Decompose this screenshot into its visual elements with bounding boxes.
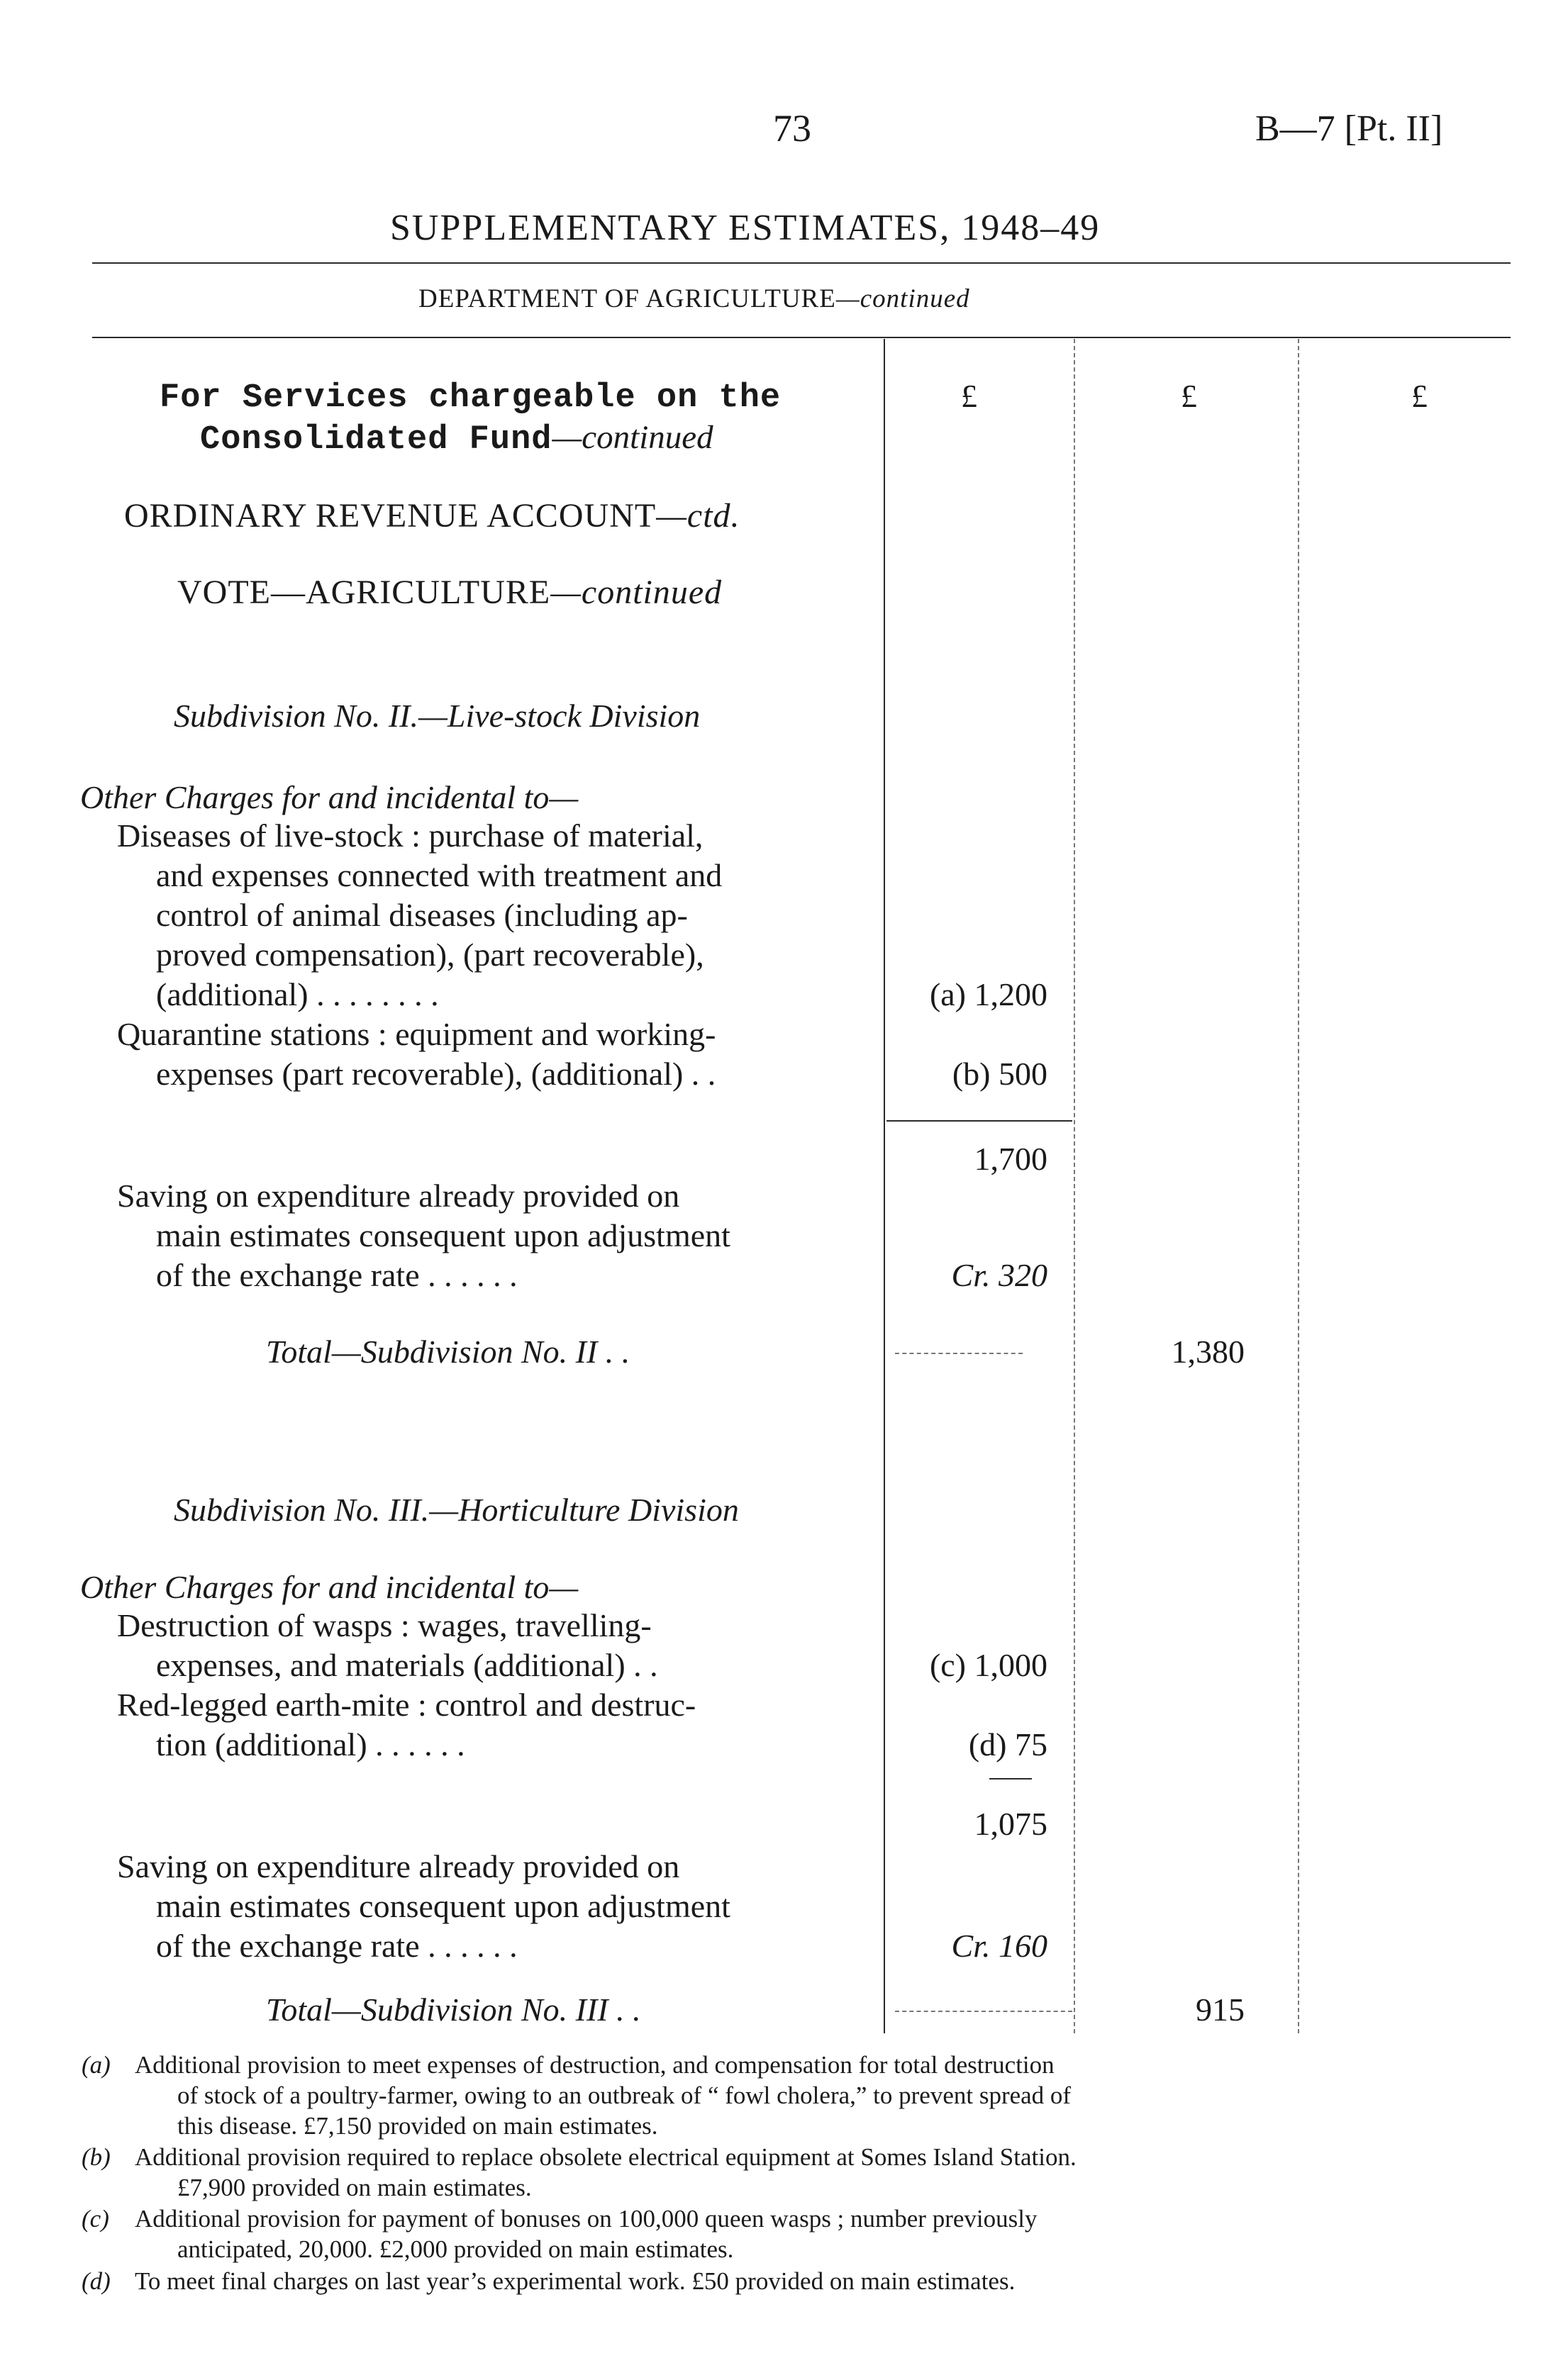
sub3-saving-amount: Cr. 160 bbox=[951, 1928, 1047, 1964]
sub3-subtotal: 1,075 bbox=[974, 1806, 1047, 1842]
footnote-line: To meet final charges on last year’s experimental work. £50 provided on main estimates. bbox=[135, 2267, 1016, 2295]
column-header-1: £ bbox=[961, 378, 977, 414]
title-rule bbox=[92, 262, 1511, 264]
sub3-item1-line: expenses, and materials (additional) . . bbox=[156, 1647, 658, 1683]
sub3-saving-line: main estimates consequent upon adjustment bbox=[156, 1888, 730, 1924]
column-header-2: £ bbox=[1181, 378, 1197, 414]
sub2-item1-line: and expenses connected with treatment and bbox=[156, 857, 723, 893]
vote-heading bbox=[177, 573, 722, 612]
sub2-subtotal: 1,700 bbox=[974, 1141, 1047, 1177]
page-title: SUPPLEMENTARY ESTIMATES, 1948–49 bbox=[390, 208, 1101, 248]
sub2-item1-line: control of animal diseases (including ap- bbox=[156, 897, 688, 933]
sub2-item1-line: proved compensation), (part recoverable), bbox=[156, 937, 704, 973]
section-heading-line1: For Services chargeable on the bbox=[160, 379, 782, 417]
vote-name: VOTE—AGRICULTURE bbox=[177, 574, 551, 611]
sub3-saving-line: of the exchange rate . . . . . . bbox=[156, 1928, 518, 1964]
footnote-line: anticipated, 20,000. £2,000 provided on main estimates. bbox=[177, 2235, 734, 2263]
department-rule bbox=[92, 337, 1511, 338]
column-divider-2 bbox=[1074, 339, 1075, 2033]
account-heading bbox=[124, 496, 740, 535]
subdivision-3-intro: Other Charges for and incidental to— bbox=[80, 1569, 579, 1605]
sub2-item2-amount: (b) 500 bbox=[952, 1056, 1047, 1092]
account-suffix: —ctd. bbox=[656, 497, 740, 535]
section-heading-line2 bbox=[200, 418, 713, 459]
sub2-subtotal-rule bbox=[886, 1120, 1072, 1122]
department-heading bbox=[418, 284, 970, 314]
sub2-total-label: Total—Subdivision No. II . . bbox=[266, 1334, 630, 1370]
sub3-item1-line: Destruction of wasps : wages, travelling- bbox=[117, 1607, 652, 1643]
column-header-3: £ bbox=[1411, 378, 1428, 414]
sub3-item2-line: tion (additional) . . . . . . bbox=[156, 1726, 465, 1762]
footnote-marker: (c) bbox=[82, 2205, 109, 2233]
sub2-item1-line: Diseases of live-stock : purchase of material, bbox=[117, 817, 704, 854]
footnote-marker: (d) bbox=[82, 2267, 111, 2295]
account-name: ORDINARY REVENUE ACCOUNT bbox=[124, 497, 657, 535]
sub3-subtotal-rule bbox=[989, 1778, 1032, 1780]
sub2-total-rule bbox=[895, 1353, 1023, 1354]
consolidated-fund: Consolidated Fund bbox=[200, 421, 552, 459]
sub3-total-rule bbox=[895, 2011, 1072, 2012]
column-divider-3 bbox=[1298, 339, 1299, 2033]
department-name: DEPARTMENT OF AGRICULTURE bbox=[418, 284, 836, 313]
sub2-saving-line: main estimates consequent upon adjustment bbox=[156, 1217, 730, 1253]
footnote-line: Additional provision to meet expenses of destruction, and compensation for total destruction bbox=[135, 2051, 1055, 2079]
subdivision-3-title: Subdivision No. III.—Horticulture Division bbox=[174, 1492, 739, 1528]
sub2-item2-line: Quarantine stations : equipment and working- bbox=[117, 1016, 716, 1052]
sub2-saving-line: of the exchange rate . . . . . . bbox=[156, 1257, 518, 1293]
footnote-line: this disease. £7,150 provided on main estimates. bbox=[177, 2112, 658, 2140]
sub2-item1-amount: (a) 1,200 bbox=[929, 976, 1047, 1012]
footnote-marker: (a) bbox=[82, 2051, 111, 2079]
page-reference: B—7 [Pt. II] bbox=[1255, 108, 1443, 149]
sub2-saving-amount: Cr. 320 bbox=[951, 1257, 1047, 1293]
sub2-item1-line: (additional) . . . . . . . . bbox=[156, 976, 439, 1012]
subdivision-2-intro: Other Charges for and incidental to— bbox=[80, 779, 579, 815]
sub3-total-label: Total—Subdivision No. III . . bbox=[266, 1991, 641, 2028]
footnote-line: Additional provision for payment of bonuses on 100,000 queen wasps ; number previously bbox=[135, 2205, 1038, 2233]
footnote-line: of stock of a poultry-farmer, owing to an outbreak of “ fowl cholera,” to prevent spread of bbox=[177, 2082, 1072, 2109]
sub2-saving-line: Saving on expenditure already provided on bbox=[117, 1178, 680, 1214]
page-number: 73 bbox=[773, 107, 811, 150]
department-suffix: —continued bbox=[835, 284, 970, 313]
footnote-line: Additional provision required to replace obsolete electrical equipment at Somes Island Station. bbox=[135, 2143, 1077, 2171]
column-divider-1 bbox=[884, 339, 885, 2033]
sub3-item1-amount: (c) 1,000 bbox=[929, 1647, 1047, 1683]
sub3-total-amount: 915 bbox=[1196, 1991, 1245, 2028]
footnote-line: £7,900 provided on main estimates. bbox=[177, 2174, 532, 2201]
sub3-saving-line: Saving on expenditure already provided on bbox=[117, 1848, 680, 1884]
sub2-total-amount: 1,380 bbox=[1171, 1334, 1245, 1370]
subdivision-2-title: Subdivision No. II.—Live-stock Division bbox=[174, 698, 701, 734]
consolidated-fund-suffix: —continued bbox=[552, 419, 713, 456]
footnote-marker: (b) bbox=[82, 2143, 111, 2171]
sub3-item2-line: Red-legged earth-mite : control and destruc- bbox=[117, 1687, 696, 1723]
sub3-item2-amount: (d) 75 bbox=[968, 1726, 1047, 1762]
vote-suffix: —continued bbox=[550, 574, 723, 611]
sub2-item2-line: expenses (part recoverable), (additional) . . bbox=[156, 1056, 716, 1092]
